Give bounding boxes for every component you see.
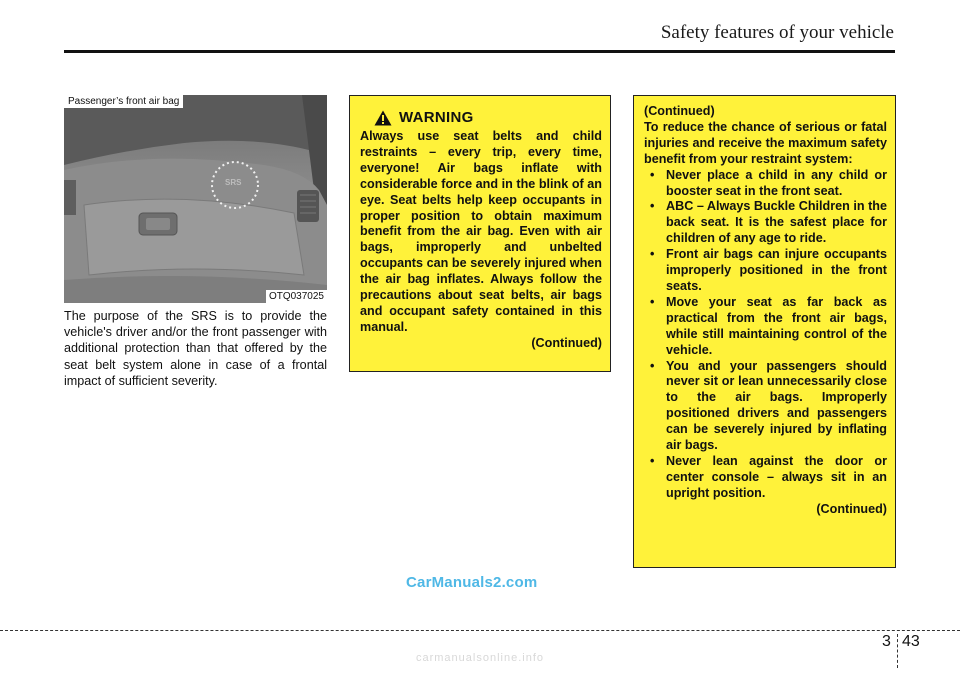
warning-triangle-icon	[374, 110, 392, 126]
figure-label: Passenger’s front air bag	[64, 95, 183, 108]
bottom-watermark: carmanualsonline.info	[415, 652, 544, 664]
warning-box	[349, 95, 611, 372]
page-number: 43	[902, 633, 920, 650]
warning-continued: (Continued)	[531, 335, 602, 350]
list-item: • Move your seat as far back as practical from the front air bags, while still maintaining control of the vehicle.	[650, 294, 887, 357]
list-item: • Never lean against the door or center console – always sit in an upright position.	[650, 453, 887, 500]
warning-continued-box	[633, 95, 896, 568]
warning-text: Always use seat belts and child restraints – every trip, every time, everyone! Air bags inflate with considerable force and in the blink of an eye. Seat belts help keep occupants in proper position to obtain maximum benefit from the air bag. Even with air bags, improperly and unbelted occupants can be severely injured when the air bag inflates. Always follow the precautions about seat belts, air bags and occupant safety contained in this manual.	[360, 129, 602, 334]
header-title: Safety features of your vehicle	[660, 22, 894, 43]
continued-top-label: (Continued)	[644, 104, 715, 118]
figure-code: OTQ037025	[266, 290, 327, 303]
continued-bottom-label: (Continued)	[816, 501, 887, 516]
airbag-figure	[64, 95, 327, 303]
carmanuals-watermark-link[interactable]: CarManuals2.com	[406, 574, 538, 591]
list-item: • ABC – Always Buckle Children in the back seat. It is the safest place for children of any age to ride.	[650, 199, 887, 246]
list-item: • You and your passengers should never sit or lean unnecessarily close to the air bags. Improperly positioned drivers and passengers can be severely injured by inflating air bags.	[650, 358, 887, 453]
warning-header	[374, 110, 602, 126]
dashboard-illustration	[64, 95, 327, 303]
airbag-srs-mark: SRS	[225, 178, 242, 187]
bullet-icon: •	[650, 247, 655, 262]
warning2-intro: To reduce the chance of serious or fatal injuries and receive the maximum safety benefit from your restraint system:	[644, 119, 887, 166]
chapter-number: 3	[882, 633, 891, 650]
bullet-icon: •	[650, 199, 655, 214]
bullet-icon: •	[650, 453, 655, 468]
list-item: • Front air bags can injure occupants improperly positioned in the front seats.	[650, 247, 887, 293]
list-item: • Never place a child in any child or booster seat in the front seat.	[650, 167, 887, 198]
body-paragraph: The purpose of the SRS is to provide the vehicle's driver and/or the front passenger with additional protection than that offered by the seat belt system alone in case of a frontal impact of sufficient severity.	[64, 309, 327, 388]
warning2-bullet-list	[644, 168, 887, 502]
header-rule	[64, 50, 895, 53]
bullet-icon: •	[650, 167, 655, 182]
bullet-icon: •	[650, 294, 655, 309]
bullet-icon: •	[650, 358, 655, 373]
footer-rule	[0, 630, 960, 631]
warning-title: WARNING	[399, 109, 474, 127]
